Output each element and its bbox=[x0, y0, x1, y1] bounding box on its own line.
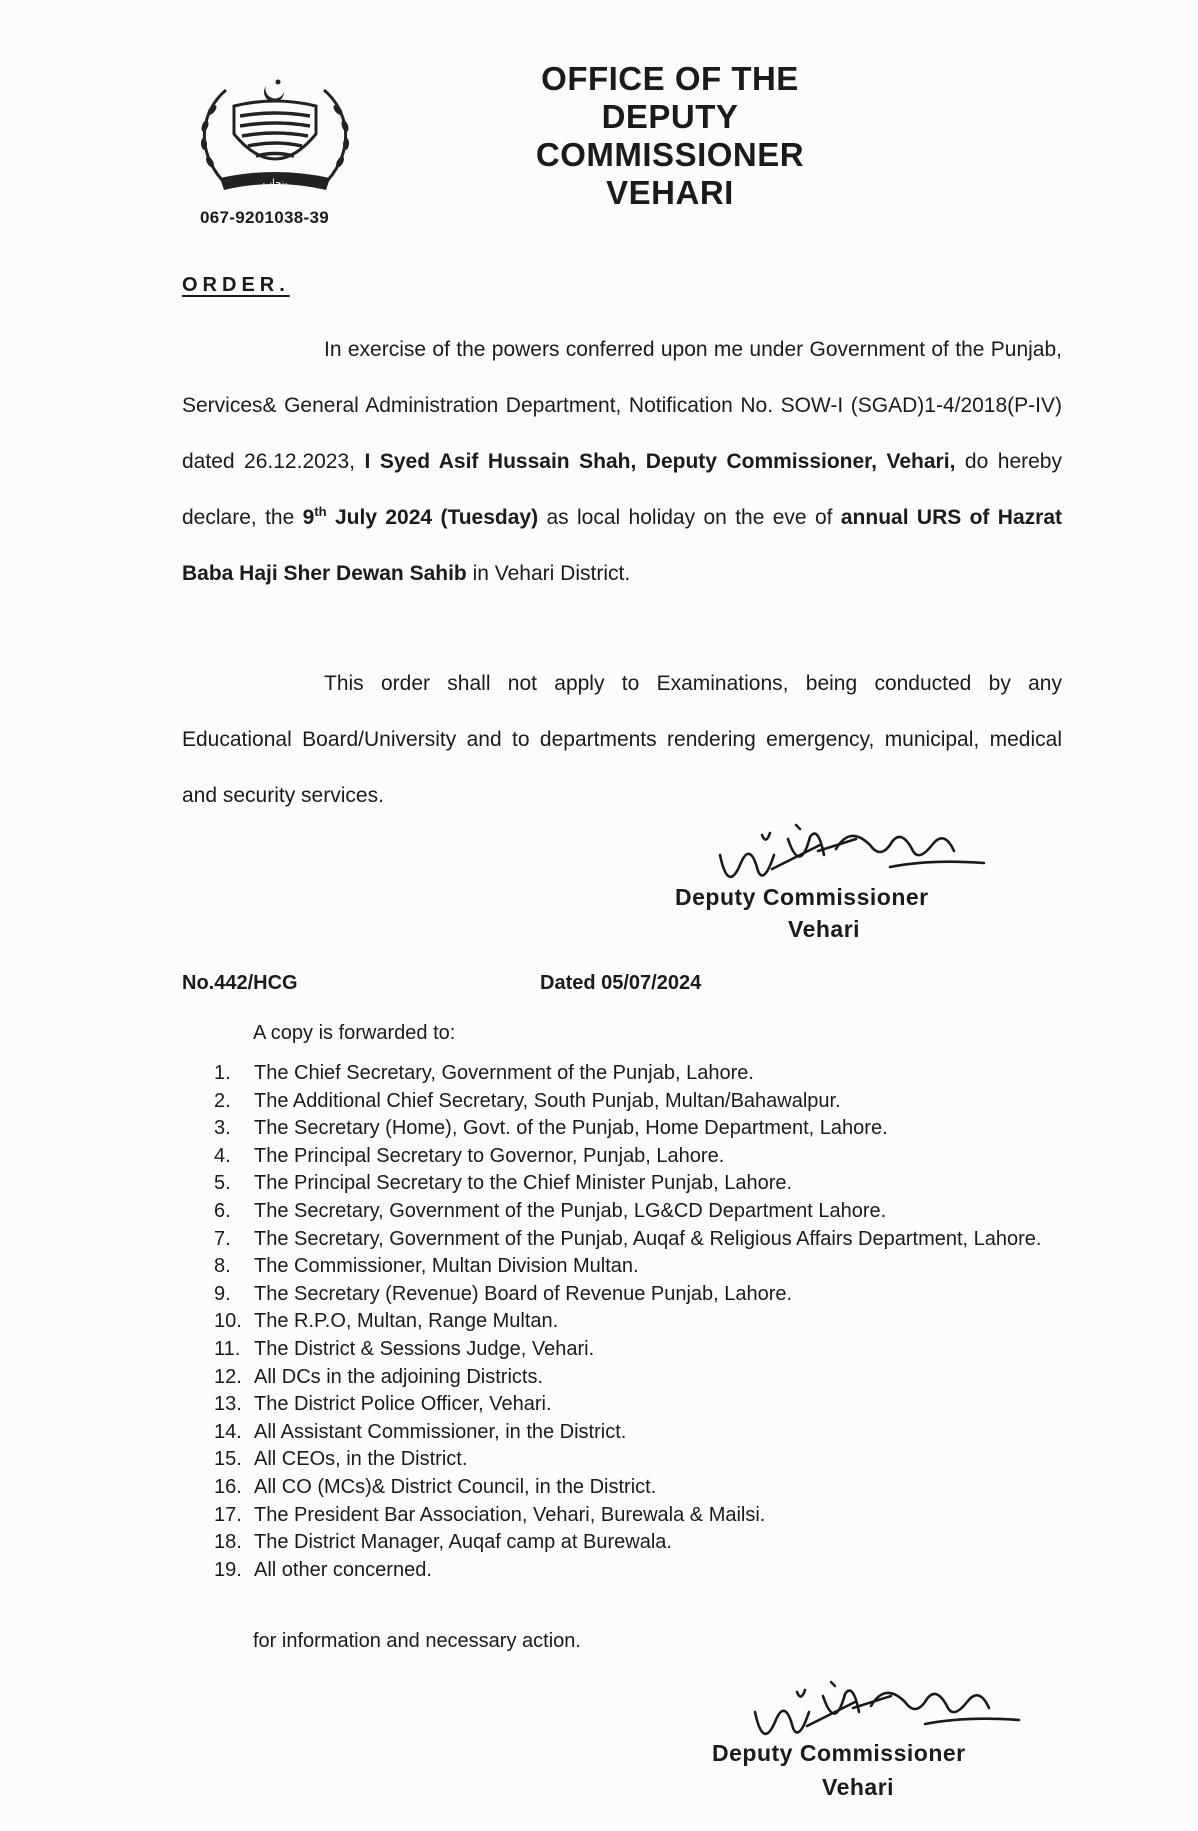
list-item-text: The Secretary (Home), Govt. of the Punjab, Home Department, Lahore. bbox=[254, 1117, 888, 1140]
list-item-text: The District Police Officer, Vehari. bbox=[254, 1393, 552, 1416]
signature-1-title: Deputy Commissioner bbox=[675, 884, 929, 910]
forward-list-item bbox=[214, 1253, 1064, 1281]
forward-list-item bbox=[214, 1308, 1064, 1336]
list-item-number: 2. bbox=[214, 1089, 231, 1112]
list-item-text: The District Manager, Auqaf camp at Burewala. bbox=[254, 1531, 672, 1554]
office-line-3: VEHARI bbox=[606, 174, 734, 211]
forward-list-item bbox=[214, 1419, 1064, 1447]
list-item-text: All CEOs, in the District. bbox=[254, 1448, 468, 1471]
office-heading bbox=[480, 60, 860, 212]
list-item-number: 16. bbox=[214, 1475, 242, 1498]
list-item-number: 11. bbox=[214, 1337, 241, 1360]
order-paragraph-2: This order shall not apply to Examinations, being conducted by any Educational Board/University and to departments rendering emergency, municipal, medical and security services. bbox=[182, 672, 1062, 807]
forward-closing: for information and necessary action. bbox=[253, 1630, 581, 1652]
forward-list-item bbox=[214, 1364, 1064, 1392]
list-item-text: The District & Sessions Judge, Vehari. bbox=[254, 1337, 595, 1360]
list-item-number: 8. bbox=[214, 1255, 231, 1278]
list-item-text: The Chief Secretary, Government of the Punjab, Lahore. bbox=[254, 1062, 754, 1084]
reference-number: No.442/HCG bbox=[182, 972, 298, 994]
signature-1-place: Vehari bbox=[788, 916, 861, 942]
reference-date: Dated 05/07/2024 bbox=[540, 972, 702, 994]
forward-list-item bbox=[214, 1336, 1064, 1364]
list-item-number: 13. bbox=[214, 1393, 242, 1416]
forward-list-item bbox=[214, 1143, 1064, 1171]
signature-2-title: Deputy Commissioner bbox=[712, 1740, 966, 1766]
list-item-number: 5. bbox=[214, 1172, 231, 1195]
list-item-number: 7. bbox=[214, 1227, 231, 1250]
forward-list-item bbox=[214, 1198, 1064, 1226]
list-item-text: The Principal Secretary to Governor, Punjab, Lahore. bbox=[254, 1144, 725, 1167]
list-item-text: The Principal Secretary to the Chief Minister Punjab, Lahore. bbox=[254, 1172, 793, 1195]
forward-list-item bbox=[214, 1060, 1064, 1088]
list-item-text: The R.P.O, Multan, Range Multan. bbox=[254, 1310, 559, 1333]
forward-list-item bbox=[214, 1226, 1064, 1254]
punjab-emblem-icon bbox=[186, 72, 364, 202]
forward-list bbox=[214, 1060, 1064, 1584]
signature-1-icon bbox=[700, 815, 1000, 895]
list-item-number: 3. bbox=[214, 1117, 231, 1140]
list-item-number: 19. bbox=[214, 1558, 242, 1581]
forward-intro: A copy is forwarded to: bbox=[253, 1022, 456, 1044]
forward-list-item bbox=[214, 1281, 1064, 1309]
forward-list-item bbox=[214, 1474, 1064, 1502]
office-line-2: DEPUTY COMMISSIONER bbox=[535, 98, 805, 173]
list-item-number: 1. bbox=[214, 1062, 231, 1084]
list-item-number: 14. bbox=[214, 1420, 242, 1443]
list-item-number: 6. bbox=[214, 1199, 231, 1222]
forward-list-item bbox=[214, 1088, 1064, 1116]
list-item-text: The Additional Chief Secretary, South Punjab, Multan/Bahawalpur. bbox=[254, 1089, 841, 1112]
office-line-1: OFFICE OF THE bbox=[541, 60, 799, 97]
forward-list-item bbox=[214, 1391, 1064, 1419]
list-item-number: 18. bbox=[214, 1531, 242, 1554]
list-item-number: 17. bbox=[214, 1503, 242, 1526]
list-item-text: The Secretary (Revenue) Board of Revenue Punjab, Lahore. bbox=[254, 1282, 793, 1305]
list-item-text: All other concerned. bbox=[254, 1558, 432, 1581]
office-phone: 067-9201038-39 bbox=[200, 208, 329, 227]
list-item-text: All Assistant Commissioner, in the District. bbox=[254, 1420, 627, 1443]
list-item-number: 4. bbox=[214, 1144, 231, 1167]
list-item-number: 12. bbox=[214, 1365, 242, 1388]
svg-text:پنجاب: پنجاب bbox=[262, 178, 288, 189]
forward-list-item bbox=[214, 1502, 1064, 1530]
forward-list-item bbox=[214, 1529, 1064, 1557]
list-item-text: The Secretary, Government of the Punjab, Auqaf & Religious Affairs Department, Lahore. bbox=[254, 1227, 1042, 1250]
list-item-number: 10. bbox=[214, 1310, 242, 1333]
forward-list-item bbox=[214, 1170, 1064, 1198]
list-item-number: 15. bbox=[214, 1448, 242, 1471]
list-item-number: 9. bbox=[214, 1282, 231, 1305]
forward-list-item bbox=[214, 1446, 1064, 1474]
list-item-text: The Commissioner, Multan Division Multan. bbox=[254, 1255, 639, 1278]
list-item-text: The Secretary, Government of the Punjab, LG&CD Department Lahore. bbox=[254, 1199, 887, 1222]
signature-2-place: Vehari bbox=[822, 1774, 895, 1800]
forward-list-item bbox=[214, 1115, 1064, 1143]
list-item-text: All CO (MCs)& District Council, in the District. bbox=[254, 1475, 657, 1498]
forward-list-item bbox=[214, 1557, 1064, 1585]
list-item-text: All DCs in the adjoining Districts. bbox=[254, 1365, 543, 1388]
list-item-text: The President Bar Association, Vehari, Burewala & Mailsi. bbox=[254, 1503, 766, 1526]
order-paragraph-1: In exercise of the powers conferred upon me under Government of the Punjab, Services& General Administration Department, Notification No. SOW-I (SGAD)1-4/2018(P-IV) dated 26.12.2023, I Syed Asif Hussain Shah, Deputy Commissioner, Vehari, do hereby declare, the 9th July 2024 (Tuesday) as local holiday on the eve of annual URS of Hazrat Baba Haji Sher Dewan Sahib in Vehari District. bbox=[182, 338, 1062, 585]
order-heading: ORDER. bbox=[182, 274, 290, 296]
